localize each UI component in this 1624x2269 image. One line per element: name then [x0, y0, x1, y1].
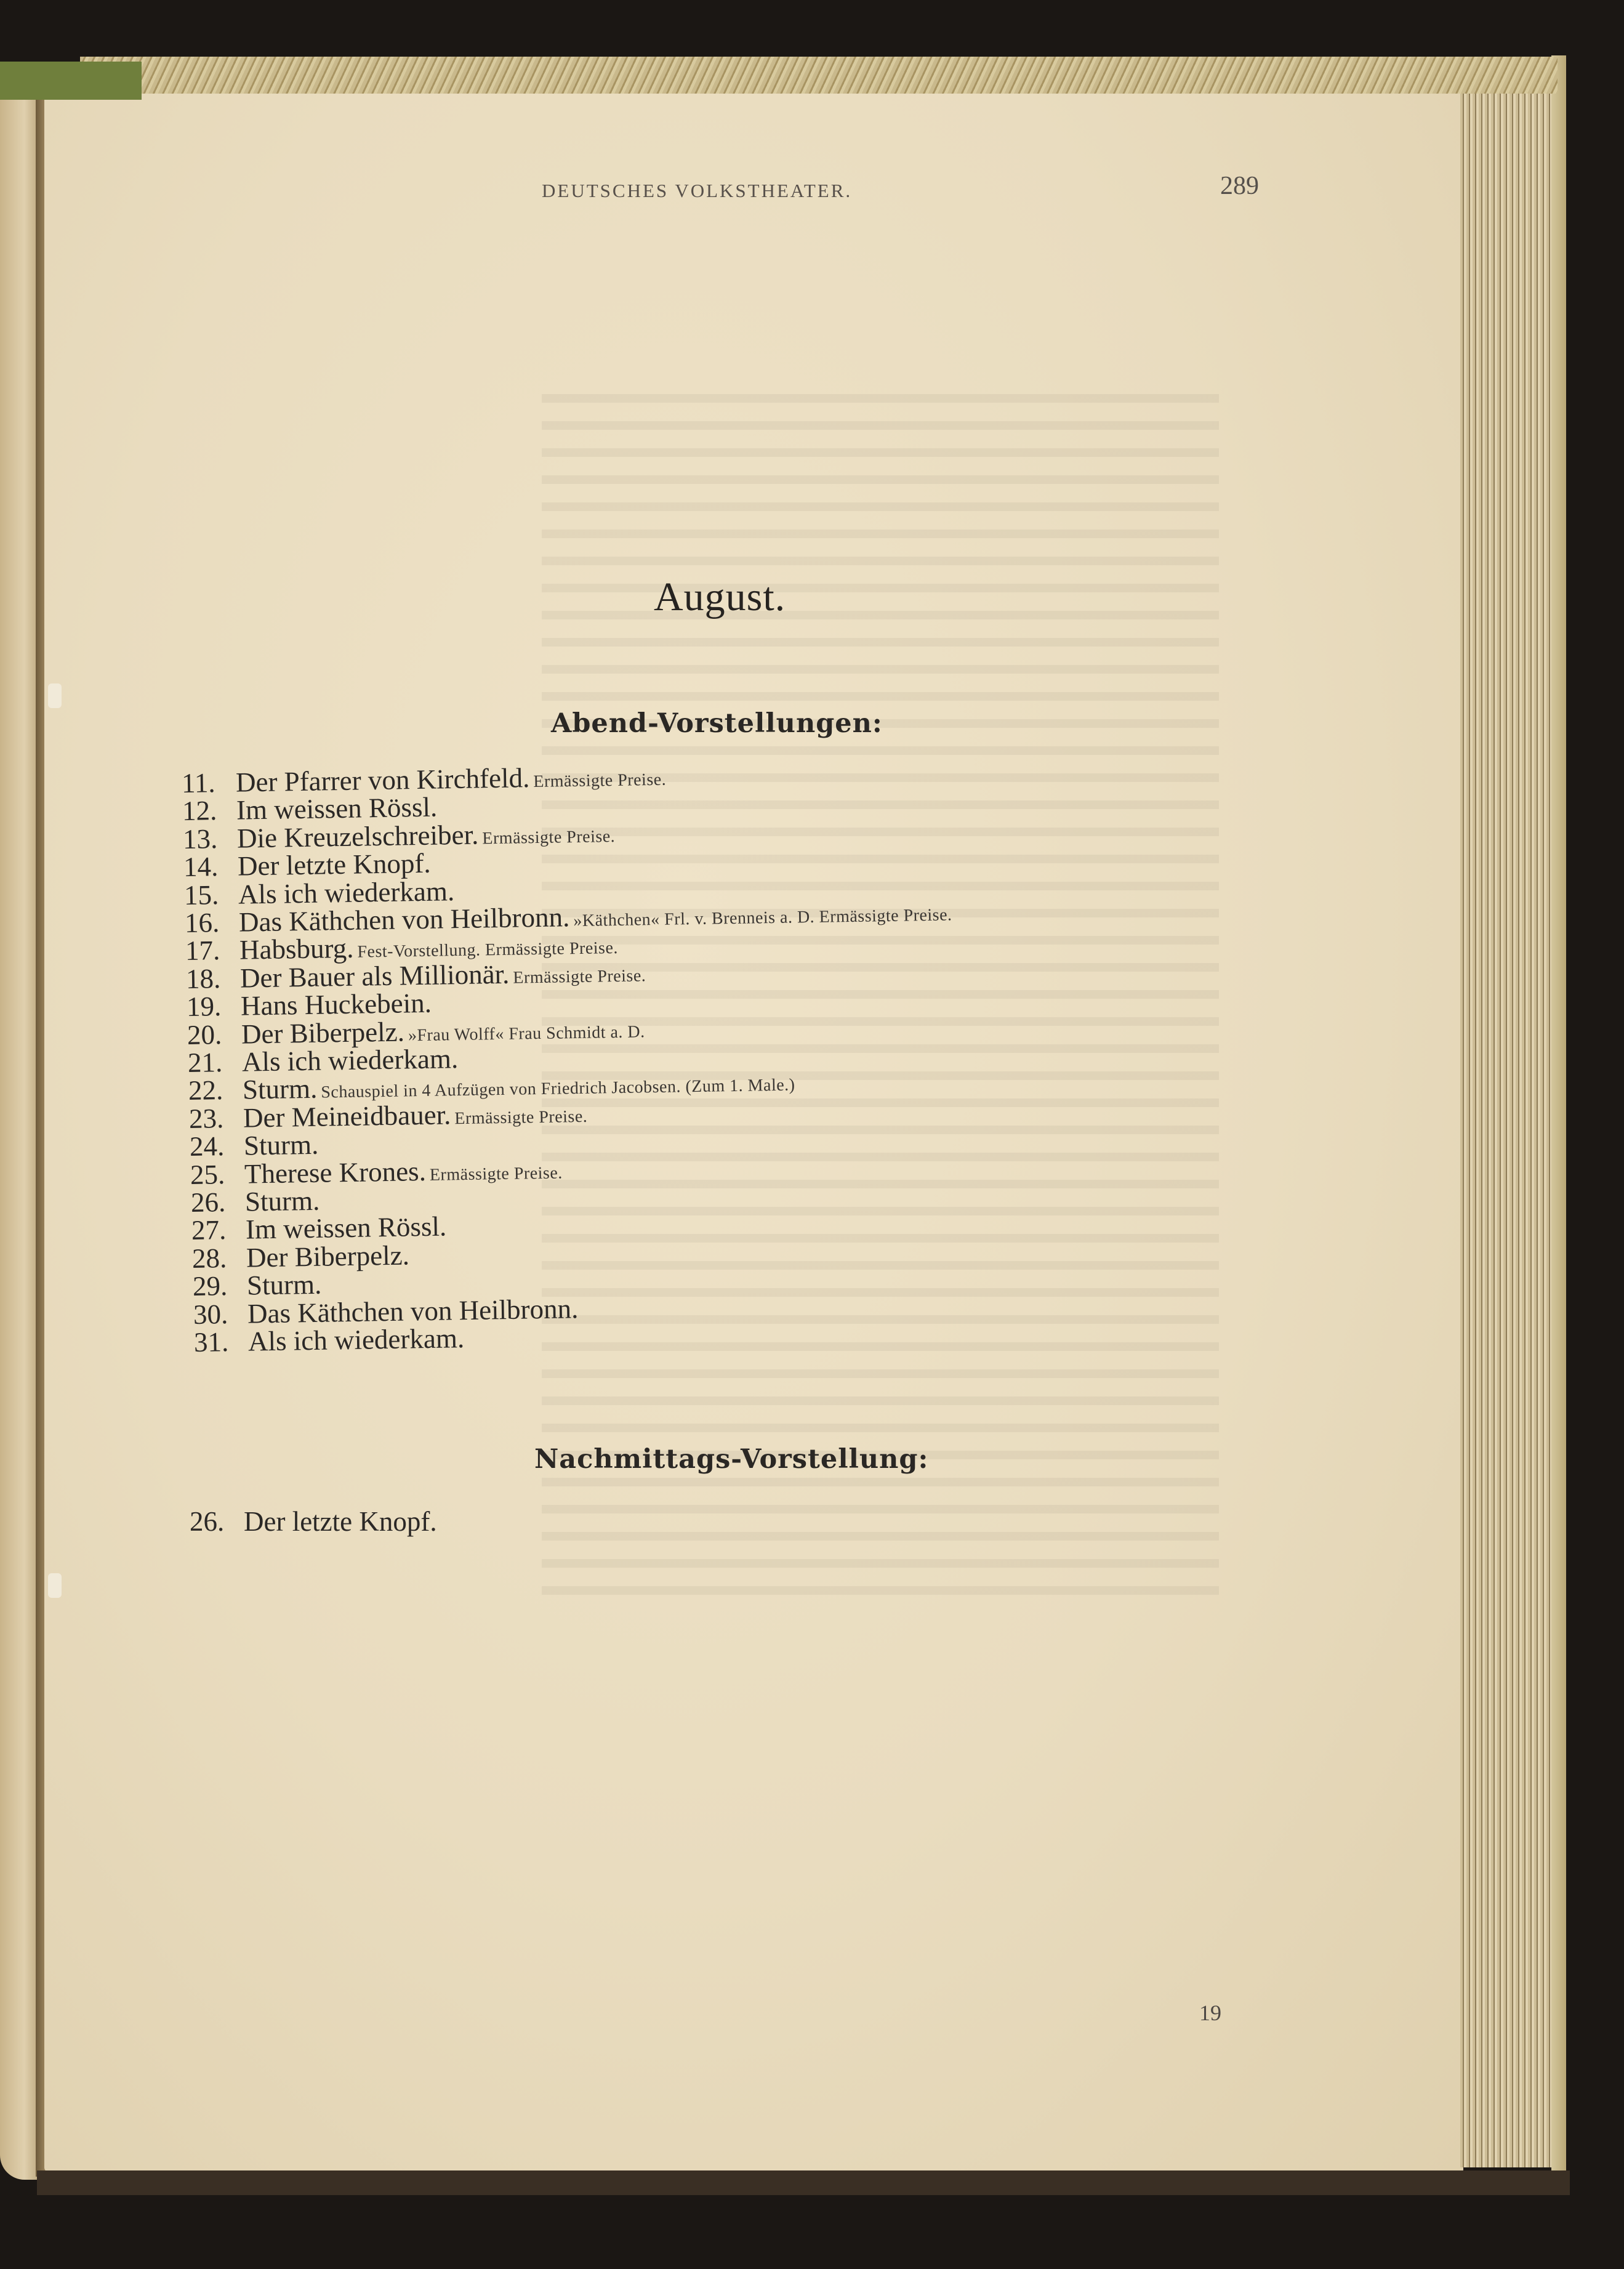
entry-day: 26.	[190, 1187, 226, 1218]
entry-note: »Frau Wolff« Frau Schmidt a. D.	[408, 1022, 645, 1045]
left-page-edge	[0, 86, 41, 2180]
entry-title: Habsburg.	[239, 933, 354, 966]
schedule-entry	[189, 1097, 588, 1135]
entry-day: 23.	[188, 1102, 224, 1134]
entry-title: Sturm.	[244, 1185, 320, 1217]
entry-day: 26.	[190, 1506, 225, 1537]
entry-title: Die Kreuzelschreiber.	[236, 819, 479, 854]
entry-note: Ermässigte Preise.	[454, 1106, 588, 1129]
page-number: 289	[1220, 172, 1259, 200]
entry-note: Ermässigte Preise.	[513, 966, 646, 988]
binding-strip	[80, 57, 1558, 94]
entry-note: Ermässigte Preise.	[482, 826, 616, 848]
entry-title: Hans Huckebein.	[240, 987, 432, 1022]
schedule-entry	[190, 1153, 563, 1190]
green-ribbon	[0, 62, 142, 100]
page-stack-edge	[1460, 65, 1553, 2167]
entry-title: Das Käthchen von Heilbronn.	[238, 901, 570, 938]
binding-stitch	[48, 683, 62, 708]
entry-title: Sturm.	[242, 1073, 318, 1106]
entry-day: 22.	[188, 1074, 223, 1106]
entry-day: 18.	[185, 962, 221, 994]
entry-day: 17.	[185, 935, 220, 967]
evening-heading: Abend-Vorstellungen:	[551, 708, 883, 739]
entry-day: 15.	[183, 879, 219, 911]
entry-note: Fest-Vorstellung. Ermässigte Preise.	[357, 938, 619, 962]
entry-title: Sturm.	[243, 1129, 319, 1161]
entry-title: Therese Krones.	[244, 1155, 427, 1190]
entry-note: »Käthchen« Frl. v. Brenneis a. D. Ermässigte Preise.	[573, 905, 952, 931]
entry-day: 16.	[184, 907, 220, 938]
bottom-edge-shadow	[37, 2170, 1570, 2195]
entry-title: Der Pfarrer von Kirchfeld.	[235, 762, 530, 798]
entry-title: Das Käthchen von Heilbronn.	[247, 1292, 579, 1329]
entry-day: 12.	[182, 795, 217, 827]
show-through-text	[542, 394, 1219, 1595]
entry-day: 11.	[181, 767, 215, 799]
entry-note: Schauspiel in 4 Aufzügen von Friedrich Jacobsen. (Zum 1. Male.)	[321, 1075, 795, 1103]
entry-title: Als ich wiederkam.	[241, 1043, 459, 1078]
entry-note: Ermässigte Preise.	[429, 1163, 563, 1185]
entry-title: Im weissen Rössl.	[245, 1211, 447, 1246]
entry-title: Der Meineidbauer.	[243, 1099, 451, 1134]
entry-day: 31.	[193, 1326, 229, 1358]
entry-title: Der letzte Knopf.	[237, 847, 431, 882]
entry-day: 14.	[183, 851, 219, 883]
entry-day: 24.	[189, 1130, 225, 1163]
entry-day: 30.	[193, 1298, 228, 1330]
entry-day: 25.	[190, 1158, 225, 1190]
entry-note: Ermässigte Preise.	[533, 770, 667, 792]
signature-mark: 19	[1199, 2001, 1221, 2025]
entry-day: 27.	[191, 1214, 227, 1246]
afternoon-heading: Nachmittags-Vorstellung:	[534, 1444, 929, 1475]
entry-day: 20.	[187, 1018, 222, 1050]
entry-title: Sturm.	[246, 1268, 322, 1301]
running-head: DEUTSCHES VOLKSTHEATER.	[542, 180, 853, 201]
entry-day: 21.	[187, 1047, 223, 1078]
entry-title: Im weissen Rössl.	[236, 791, 438, 826]
entry-title: Als ich wiederkam.	[238, 875, 455, 910]
entry-title: Der letzte Knopf.	[244, 1506, 437, 1537]
entry-day: 13.	[182, 823, 218, 855]
entry-title: Der Biberpelz.	[241, 1016, 405, 1050]
entry-day: 28.	[191, 1242, 227, 1274]
binding-stitch	[48, 1573, 62, 1598]
schedule-entry	[190, 1505, 437, 1538]
cover-edge	[1551, 55, 1566, 2177]
entry-title: Der Bauer als Millionär.	[239, 958, 510, 994]
schedule-entry	[194, 1322, 465, 1358]
entry-title: Der Biberpelz.	[246, 1239, 410, 1273]
entry-day: 29.	[192, 1270, 228, 1302]
month-title: August.	[654, 574, 786, 619]
entry-day: 19.	[186, 991, 222, 1023]
entry-title: Als ich wiederkam.	[247, 1323, 465, 1357]
